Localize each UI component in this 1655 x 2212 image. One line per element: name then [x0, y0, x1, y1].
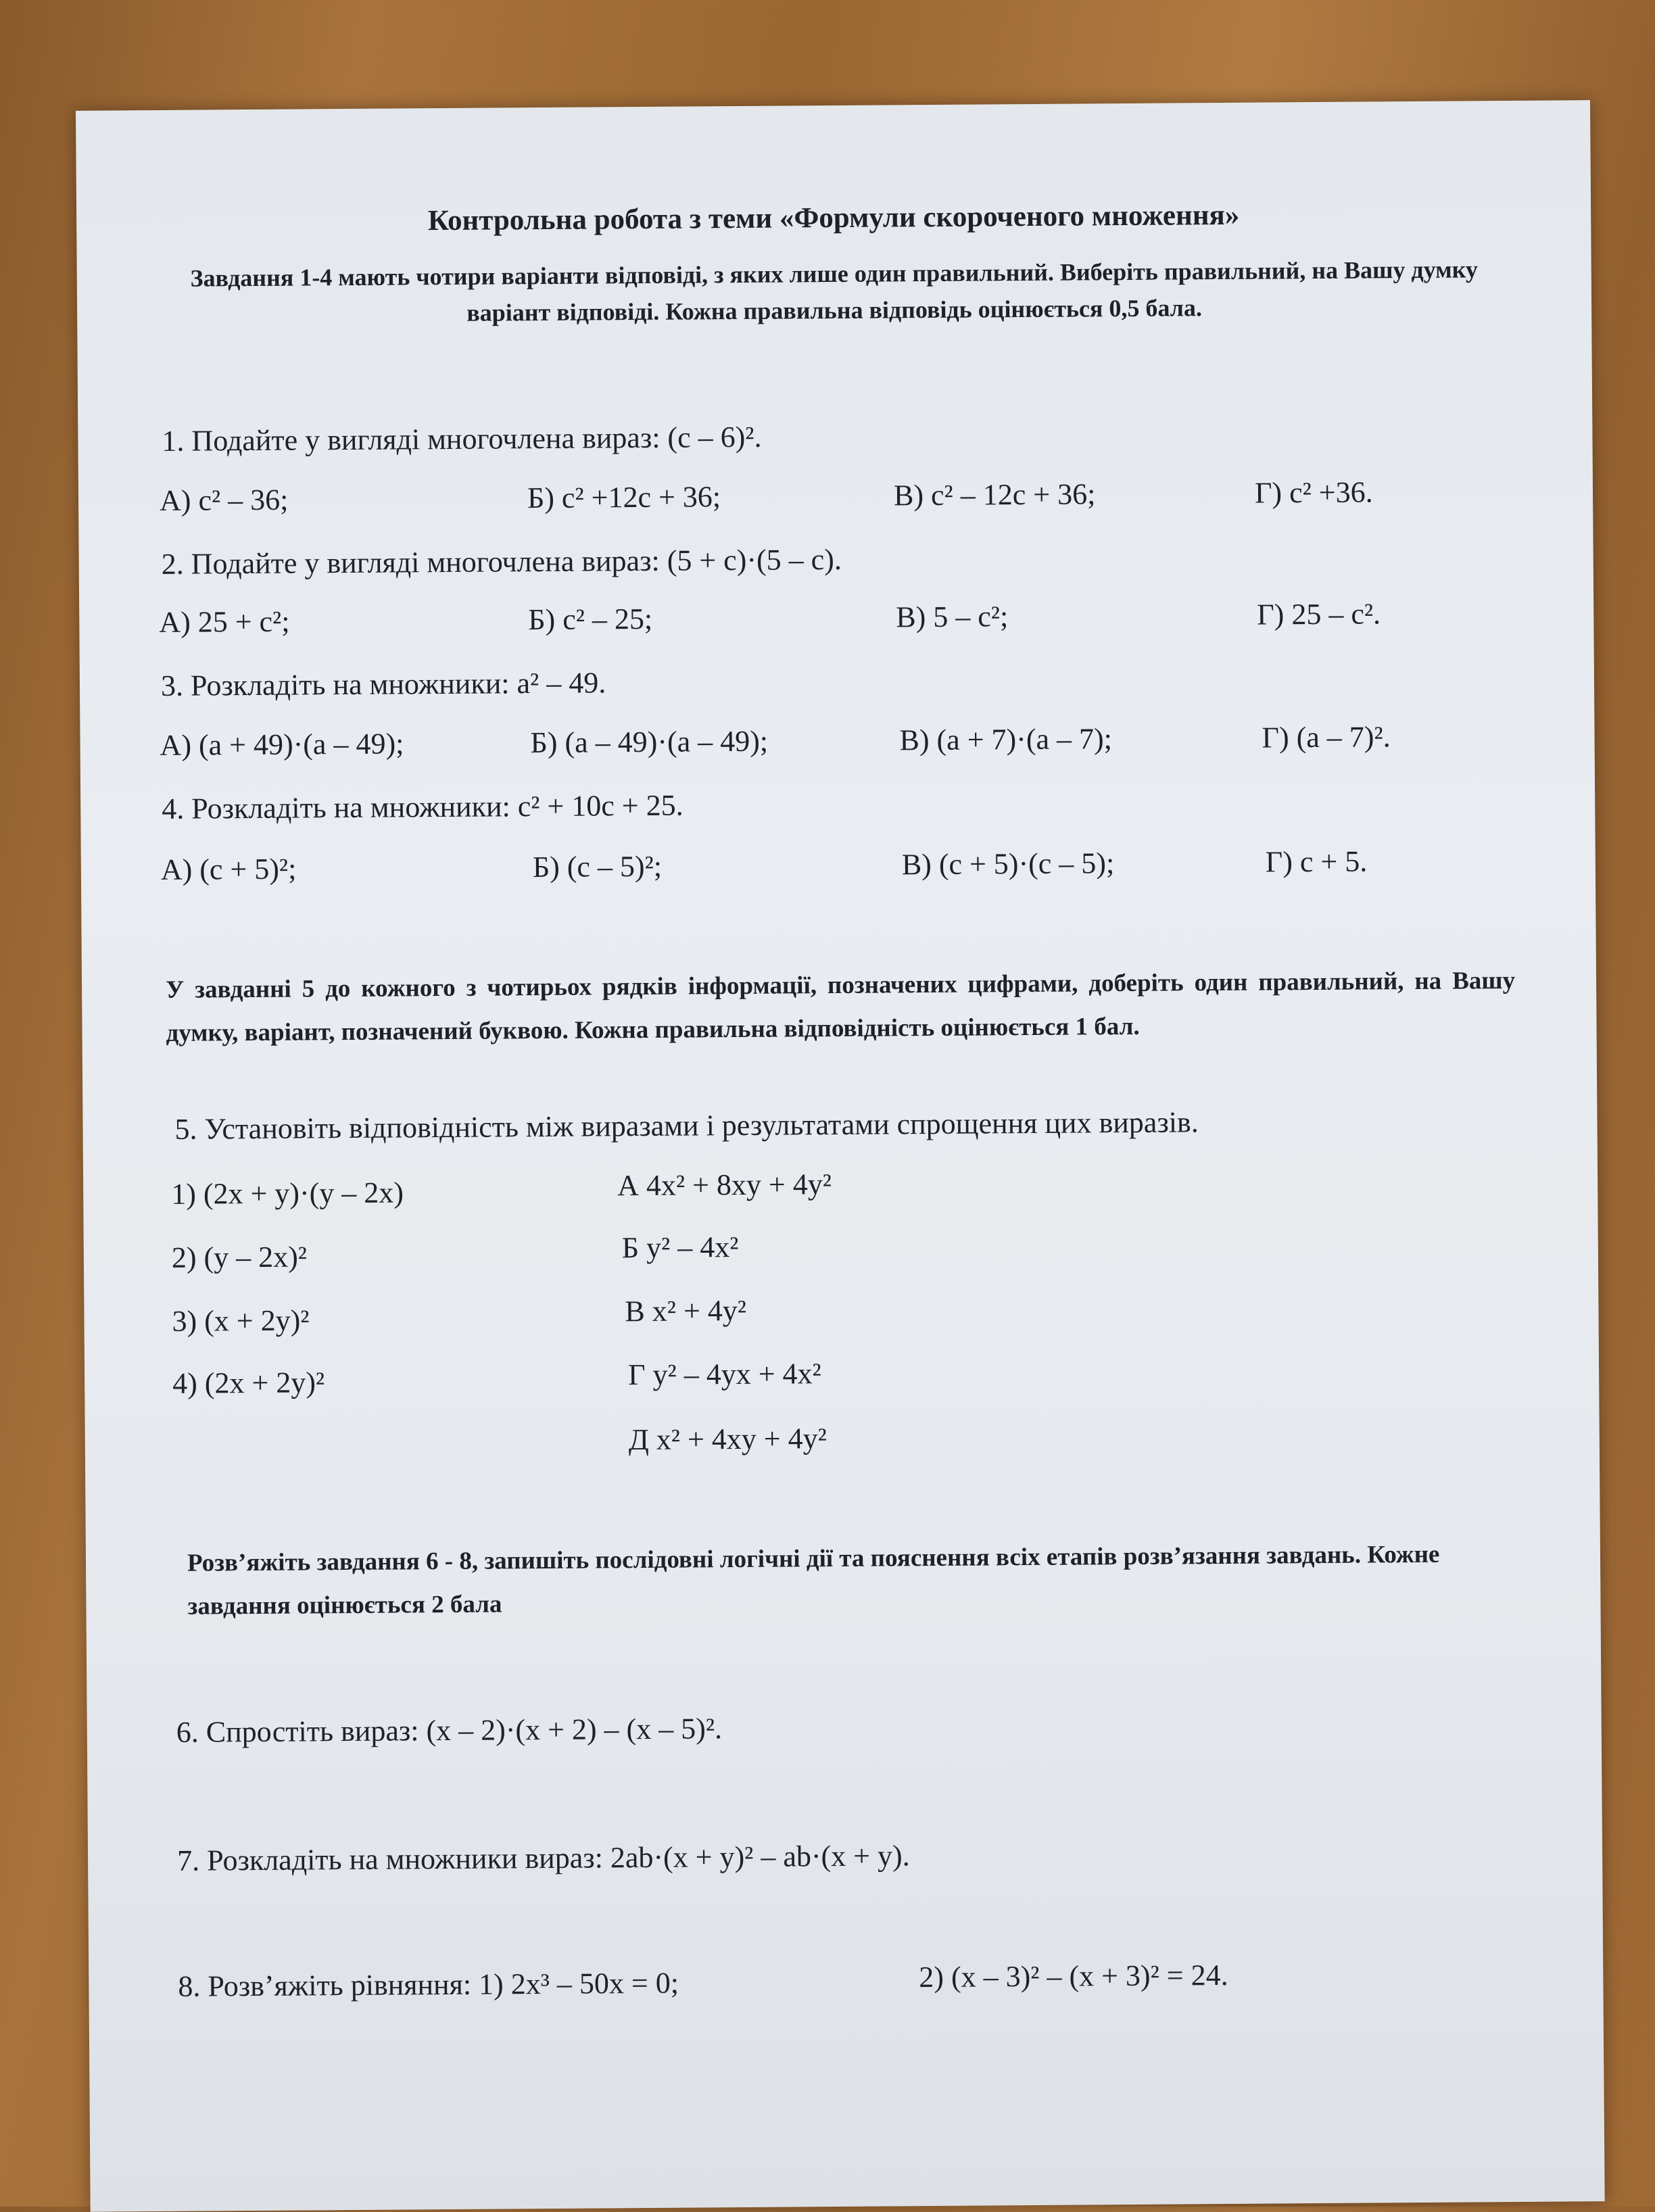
instructions-tasks-1-4: Завдання 1-4 мають чотири варіанти відповіді, з яких лише один правильний. Виберіть правильний, на Вашу думку варіант відповіді. Кожна правильна відповідь оцінюється 0,5 бала. [190, 256, 1479, 327]
page-title: Контрольна робота з теми «Формули скороченого множення» [427, 199, 1240, 237]
task-8-part-2: 2) (x – 3)² – (x + 3)² = 24. [919, 1958, 1228, 1994]
question-4-text: 4. Розкладіть на множники: c² + 10c + 25. [162, 788, 683, 825]
task-5-right-item-b: Б y² – 4x² [621, 1230, 739, 1265]
question-2-option-g: Г) 25 – c². [1257, 597, 1381, 631]
task-5-text: 5. Установіть відповідність між виразами і результатами спрощення цих виразів. [174, 1105, 1199, 1146]
task-7-text: 7. Розкладіть на множники вираз: 2ab·(x + y)² – ab·(x + y). [176, 1839, 910, 1877]
question-4-option-v: В) (c + 5)·(c – 5); [901, 846, 1115, 882]
question-3-option-a: А) (a + 49)·(a – 49); [160, 727, 404, 762]
task-5-right-item-g: Г y² – 4yx + 4x² [627, 1357, 821, 1392]
task-5-left-item-2: 2) (y – 2x)² [171, 1240, 308, 1274]
question-3-option-v: В) (a + 7)·(a – 7); [899, 722, 1113, 757]
task-5-left-item-4: 4) (2x + 2y)² [172, 1366, 325, 1400]
task-5-right-item-v: В x² + 4y² [625, 1293, 747, 1328]
question-1-option-b: Б) c² +12c + 36; [527, 480, 721, 515]
task-5-left-item-3: 3) (x + 2y)² [172, 1303, 310, 1338]
task-5-right-item-d: Д x² + 4xy + 4y² [628, 1422, 827, 1457]
question-2-text: 2. Подайте у вигляді многочлена вираз: (5 + c)·(5 – c). [161, 542, 842, 581]
question-2-option-b: Б) c² – 25; [528, 602, 653, 637]
question-4-option-g: Г) c + 5. [1265, 844, 1368, 879]
question-2-option-v: В) 5 – c²; [896, 600, 1009, 634]
question-1-option-a: А) c² – 36; [159, 483, 289, 517]
task-8-part-1: 8. Розв’яжіть рівняння: 1) 2x³ – 50x = 0; [178, 1966, 679, 2003]
question-1-option-v: В) c² – 12c + 36; [893, 477, 1096, 512]
question-2-option-a: А) 25 + c²; [159, 604, 290, 639]
instructions-tasks-6-8: Розв’яжіть завдання 6 - 8, запишіть послідовні логічні дії та пояснення всіх етапів розв’язання завдань. Кожне завдання оцінюється 2 бала [187, 1540, 1440, 1620]
instructions-task-5: У завданні 5 до кожного з чотирьох рядків інформації, позначених цифрами, доберіть один правильний, на Вашу думку, варіант, позначений буквою. Кожна правильна відповідність оцінюється 1 бал. [165, 966, 1516, 1047]
task-5-left-item-1: 1) (2x + y)·(y – 2x) [171, 1176, 404, 1211]
question-1-option-g: Г) c² +36. [1254, 475, 1373, 510]
question-4-option-a: А) (c + 5)²; [160, 852, 297, 886]
question-3-option-b: Б) (a – 49)·(a – 49); [530, 724, 769, 760]
question-3-text: 3. Розкладіть на множники: a² – 49. [160, 666, 606, 702]
test-paper-sheet [76, 100, 1605, 2212]
question-4-option-b: Б) (c – 5)²; [532, 849, 663, 884]
task-6-text: 6. Спростіть вираз: (x – 2)·(x + 2) – (x – 5)². [176, 1712, 723, 1749]
question-1-text: 1. Подайте у вигляді многочлена вираз: (c – 6)². [162, 420, 762, 458]
question-3-option-g: Г) (a – 7)². [1262, 720, 1391, 754]
task-5-right-item-a: А 4x² + 8xy + 4y² [617, 1168, 832, 1203]
